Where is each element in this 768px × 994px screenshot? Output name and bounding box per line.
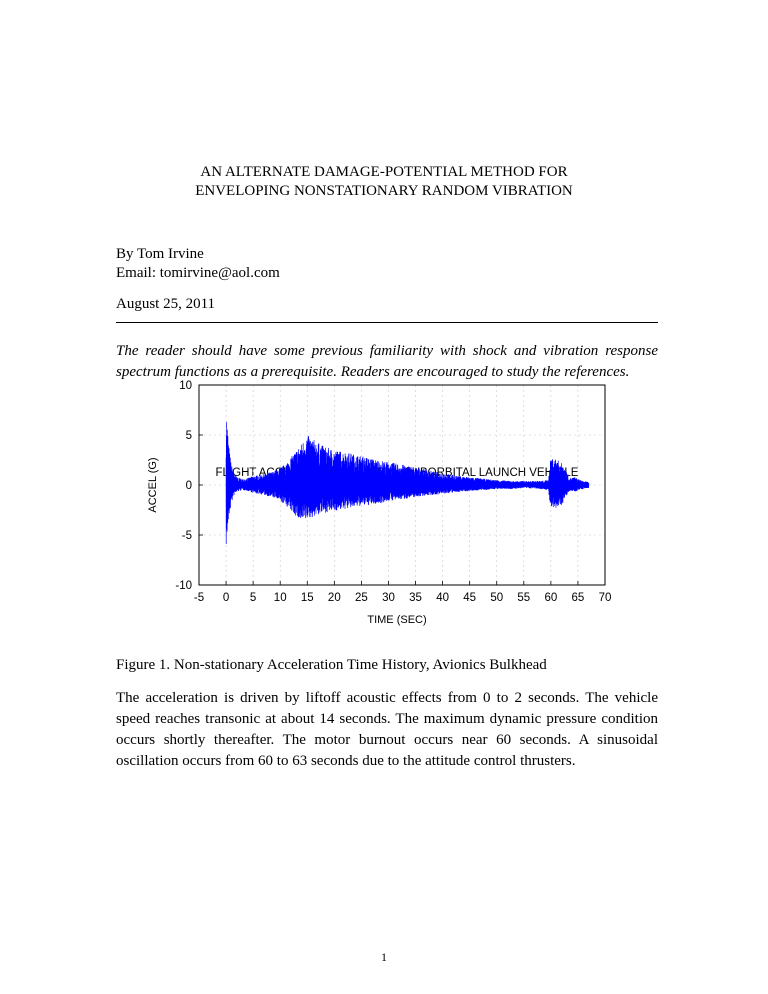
x-tick-label: 20 bbox=[327, 592, 341, 604]
x-tick-label: 25 bbox=[355, 592, 368, 604]
intro-paragraph: The reader should have some previous familiarity with shock and vibration response spectrum functions as a prerequisite. Readers are encouraged to study the references. bbox=[116, 343, 658, 380]
author-line: By Tom Irvine bbox=[116, 246, 204, 262]
figure-caption: Figure 1. Non-stationary Acceleration Time History, Avionics Bulkhead bbox=[116, 657, 547, 673]
page-number: 1 bbox=[381, 950, 387, 964]
x-tick-label: 10 bbox=[273, 592, 287, 604]
x-tick-label: -5 bbox=[193, 592, 205, 604]
x-tick-label: 15 bbox=[300, 592, 314, 604]
chart-title: FLIGHT ACCELEROMETER DATA - SUBORBITAL LAUNCH VEHICLE bbox=[215, 467, 579, 479]
date-line: August 25, 2011 bbox=[116, 296, 216, 312]
x-tick-label: 0 bbox=[222, 592, 230, 604]
x-tick-label: 30 bbox=[382, 592, 395, 604]
document-title-line-2: ENVELOPING NONSTATIONARY RANDOM VIBRATION bbox=[195, 183, 573, 199]
x-axis-ticks bbox=[194, 581, 612, 604]
x-tick-label: 40 bbox=[436, 592, 449, 604]
x-tick-label: 55 bbox=[517, 592, 531, 604]
x-tick-label: 70 bbox=[598, 592, 612, 604]
x-tick-label: 35 bbox=[409, 592, 422, 604]
x-tick-label: 60 bbox=[544, 592, 558, 604]
body-paragraph: The acceleration is driven by liftoff acoustic effects from 0 to 2 seconds. The vehicle speed reaches transonic at about 14 seconds. The maximum dynamic pressure condition occurs shortly thereafter. The motor burnout occurs near 60 seconds. A sinusoidal oscillation occurs from 60 to 63 seconds due to the attitude control thrusters. bbox=[116, 690, 658, 769]
email-line: Email: tomirvine@aol.com bbox=[116, 265, 280, 281]
document-title-line-1: AN ALTERNATE DAMAGE-POTENTIAL METHOD FOR bbox=[200, 164, 568, 180]
y-tick-label: 0 bbox=[185, 480, 192, 492]
x-tick-label: 50 bbox=[490, 592, 504, 604]
x-axis-label: TIME (SEC) bbox=[367, 614, 427, 626]
x-tick-label: 5 bbox=[249, 592, 257, 604]
y-axis-label: ACCEL (G) bbox=[147, 457, 159, 513]
y-tick-label: -10 bbox=[175, 580, 192, 592]
y-tick-label: 5 bbox=[185, 430, 192, 442]
y-tick-label: 10 bbox=[179, 380, 192, 392]
x-tick-label: 65 bbox=[571, 592, 585, 604]
x-tick-label: 45 bbox=[463, 592, 477, 604]
y-tick-label: -5 bbox=[181, 530, 192, 542]
